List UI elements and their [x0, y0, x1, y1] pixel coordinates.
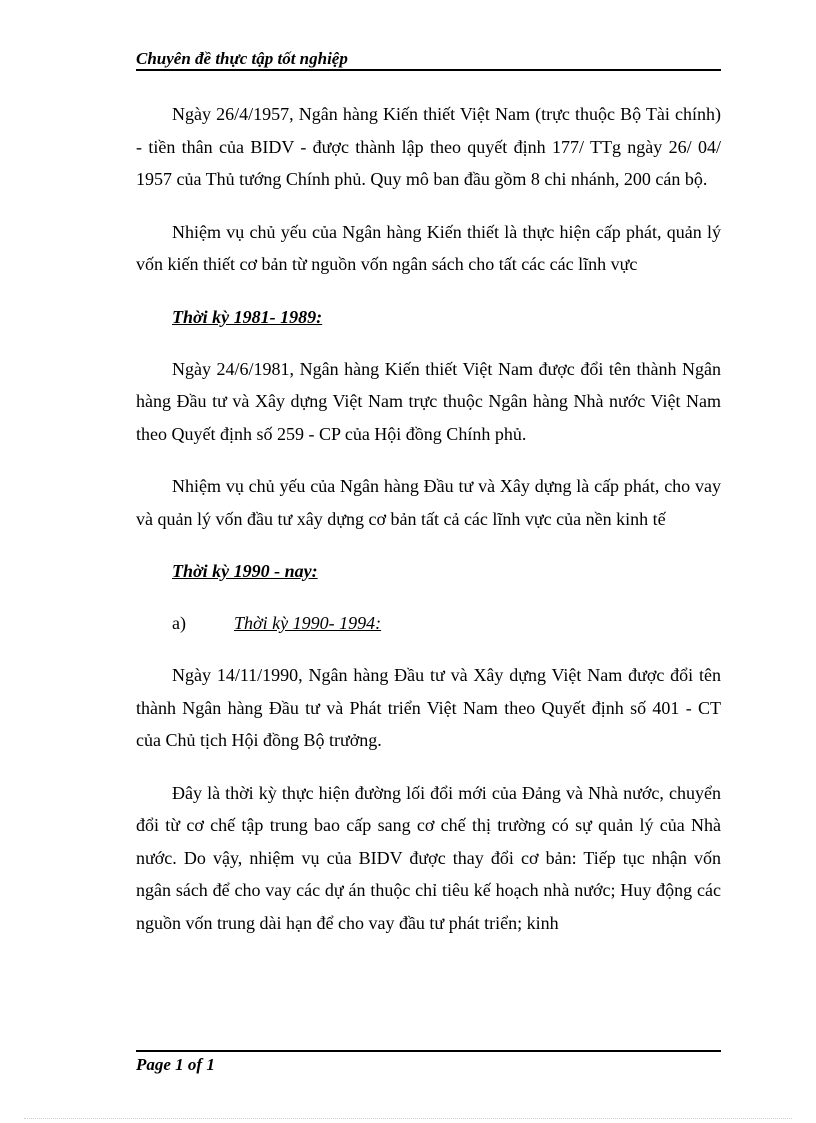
page-number-label: Page 1 of 1 — [136, 1055, 215, 1074]
paragraph-rename-1990: Ngày 14/11/1990, Ngân hàng Đầu tư và Xây dựng Việt Nam được đổi tên thành Ngân hàng Đầu tư và Phát triển Việt Nam theo Quyết định số 401 - CT của Chủ tịch Hội đồng Bộ trưởng. — [136, 665, 721, 750]
page-edge-divider — [24, 1118, 792, 1119]
footer-divider — [136, 1050, 721, 1052]
section-heading-1990-now: Thời kỳ 1990 - nay: — [172, 561, 318, 581]
paragraph-doi-moi-period: Đây là thời kỳ thực hiện đường lối đổi mới của Đảng và Nhà nước, chuyển đổi từ cơ chế tập trung bao cấp sang cơ chế thị trường có sự quản lý của Nhà nước. Do vậy, nhiệm vụ của BIDV được thay đổi cơ bản: Tiếp tục nhận vốn ngân sách để cho vay các dự án thuộc chỉ tiêu kế hoạch nhà nước; Huy động các nguồn vốn trung dài hạn để cho vay đầu tư phát triển; kinh — [136, 782, 721, 933]
document-body — [136, 98, 721, 939]
paragraph-rename-1981: Ngày 24/6/1981, Ngân hàng Kiến thiết Việt Nam được đổi tên thành Ngân hàng Đầu tư và Xây dựng Việt Nam trực thuộc Ngân hàng Nhà nước Việt Nam theo Quyết định số 259 - CP của Hội đồng Chính phủ. — [136, 358, 721, 444]
paragraph-founding: Ngày 26/4/1957, Ngân hàng Kiến thiết Việt Nam (trực thuộc Bộ Tài chính) - tiền thân của BIDV - được thành lập theo quyết định 177/ TTg ngày 26/ 04/ 1957 của Thủ tướng Chính phủ. Quy mô ban đầu gồm 8 chi nhánh, 200 cán bộ. — [136, 104, 721, 189]
header-divider — [136, 69, 721, 71]
header-title: Chuyên đề thực tập tốt nghiệp — [136, 49, 348, 68]
paragraph-kien-thiet-mission: Nhiệm vụ chủ yếu của Ngân hàng Kiến thiết là thực hiện cấp phát, quản lý vốn kiến thiết cơ bản từ nguồn vốn ngân sách cho tất các các lĩnh vực — [136, 221, 721, 274]
subsection-title: Thời kỳ 1990- 1994: — [234, 613, 382, 633]
subsection-heading-1990-1994 — [136, 607, 721, 639]
subsection-marker: a) — [172, 613, 186, 633]
page-header — [136, 47, 721, 71]
section-heading-1981-1989: Thời kỳ 1981- 1989: — [172, 306, 323, 327]
paragraph-dau-tu-xay-dung-mission: Nhiệm vụ chủ yếu của Ngân hàng Đầu tư và Xây dựng là cấp phát, cho vay và quản lý vốn đầu tư xây dựng cơ bản tất cả các lĩnh vực của nền kinh tế — [136, 476, 721, 529]
